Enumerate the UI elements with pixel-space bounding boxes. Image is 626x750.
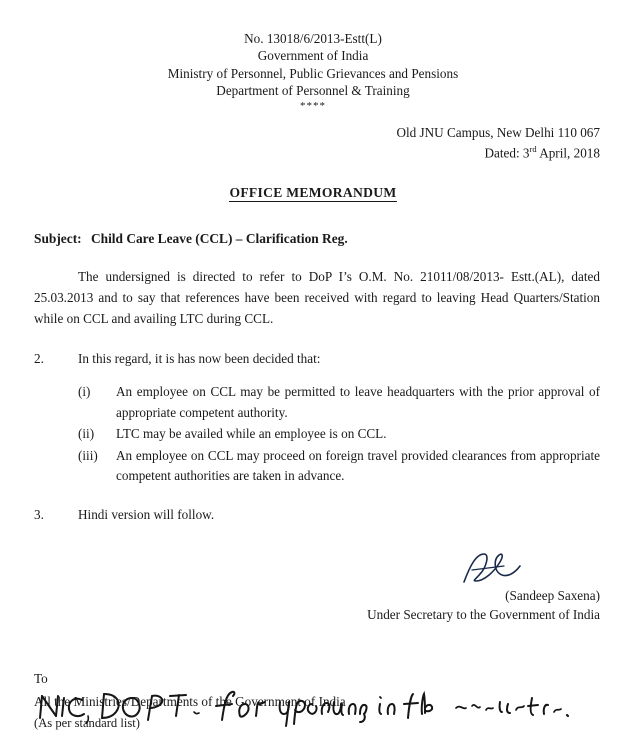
page-title-text: OFFICE MEMORANDUM: [229, 185, 397, 201]
standard-list-note: (As per standard list): [34, 716, 140, 731]
point-2-text: In this regard, it is has now been decided that:: [78, 350, 321, 366]
address-date-block: [0, 123, 626, 163]
addressee-line: All the Ministries/Departments of the Government of India: [34, 693, 346, 709]
sub-point-text: LTC may be availed while an employee is on CCL.: [116, 426, 387, 442]
handwritten-annotation: [36, 684, 596, 732]
point-3-text: Hindi version will follow.: [78, 507, 215, 523]
subject-text: Child Care Leave (CCL) – Clarification Reg.: [90, 231, 348, 247]
signatory-name: (Sandeep Saxena): [505, 587, 600, 603]
point-2-number: 2.: [34, 350, 44, 366]
intro-paragraph: The undersigned is directed to refer to DoP I’s O.M. No. 21011/08/2013- Estt.(AL), dated 25.03.2013 and to say that references have been received with regard to leaving Head Quarters/Station while on CCL and availing LTC during CCL.: [34, 269, 600, 326]
document-header: [0, 30, 626, 113]
date-ordinal: rd: [529, 144, 537, 154]
sub-point-marker: (ii): [78, 426, 95, 442]
sub-point-list: [34, 382, 600, 486]
point-2: [34, 349, 600, 369]
document-body: [0, 231, 626, 526]
signature-scribble: [0, 552, 548, 586]
document-page: [0, 30, 626, 750]
signature-block: [0, 552, 626, 624]
date-label: Dated:: [484, 145, 520, 161]
star-divider: ****: [300, 99, 326, 112]
point-3: [34, 505, 600, 525]
subject-label: Subject:: [34, 231, 82, 247]
list-item: [78, 446, 600, 487]
list-item: [78, 382, 600, 423]
reference-number: No. 13018/6/2013-Estt(L): [244, 31, 382, 46]
department-line: Department of Personnel & Training: [216, 83, 410, 99]
page-title: [0, 185, 626, 201]
point-3-number: 3.: [34, 507, 44, 523]
sub-point-marker: (i): [78, 384, 91, 400]
sub-point-marker: (iii): [78, 447, 98, 463]
office-address: Old JNU Campus, New Delhi 110 067: [396, 125, 600, 141]
date-day: 3: [522, 145, 530, 161]
sub-point-text: An employee on CCL may proceed on foreign travel provided clearances from appropriate competent authorities are taken in advance.: [116, 447, 600, 484]
document-date: [0, 143, 600, 163]
ministry-line: Ministry of Personnel, Public Grievances and Pensions: [167, 65, 459, 81]
list-item: [78, 424, 600, 444]
sub-point-text: An employee on CCL may be permitted to leave headquarters with the prior approval of appropriate competent authority.: [116, 384, 600, 420]
government-line: Government of India: [257, 48, 369, 64]
date-rest: April, 2018: [539, 145, 600, 161]
subject-line: [34, 231, 600, 247]
signatory-designation: Under Secretary to the Government of India: [367, 607, 600, 623]
to-label: To: [34, 671, 48, 687]
